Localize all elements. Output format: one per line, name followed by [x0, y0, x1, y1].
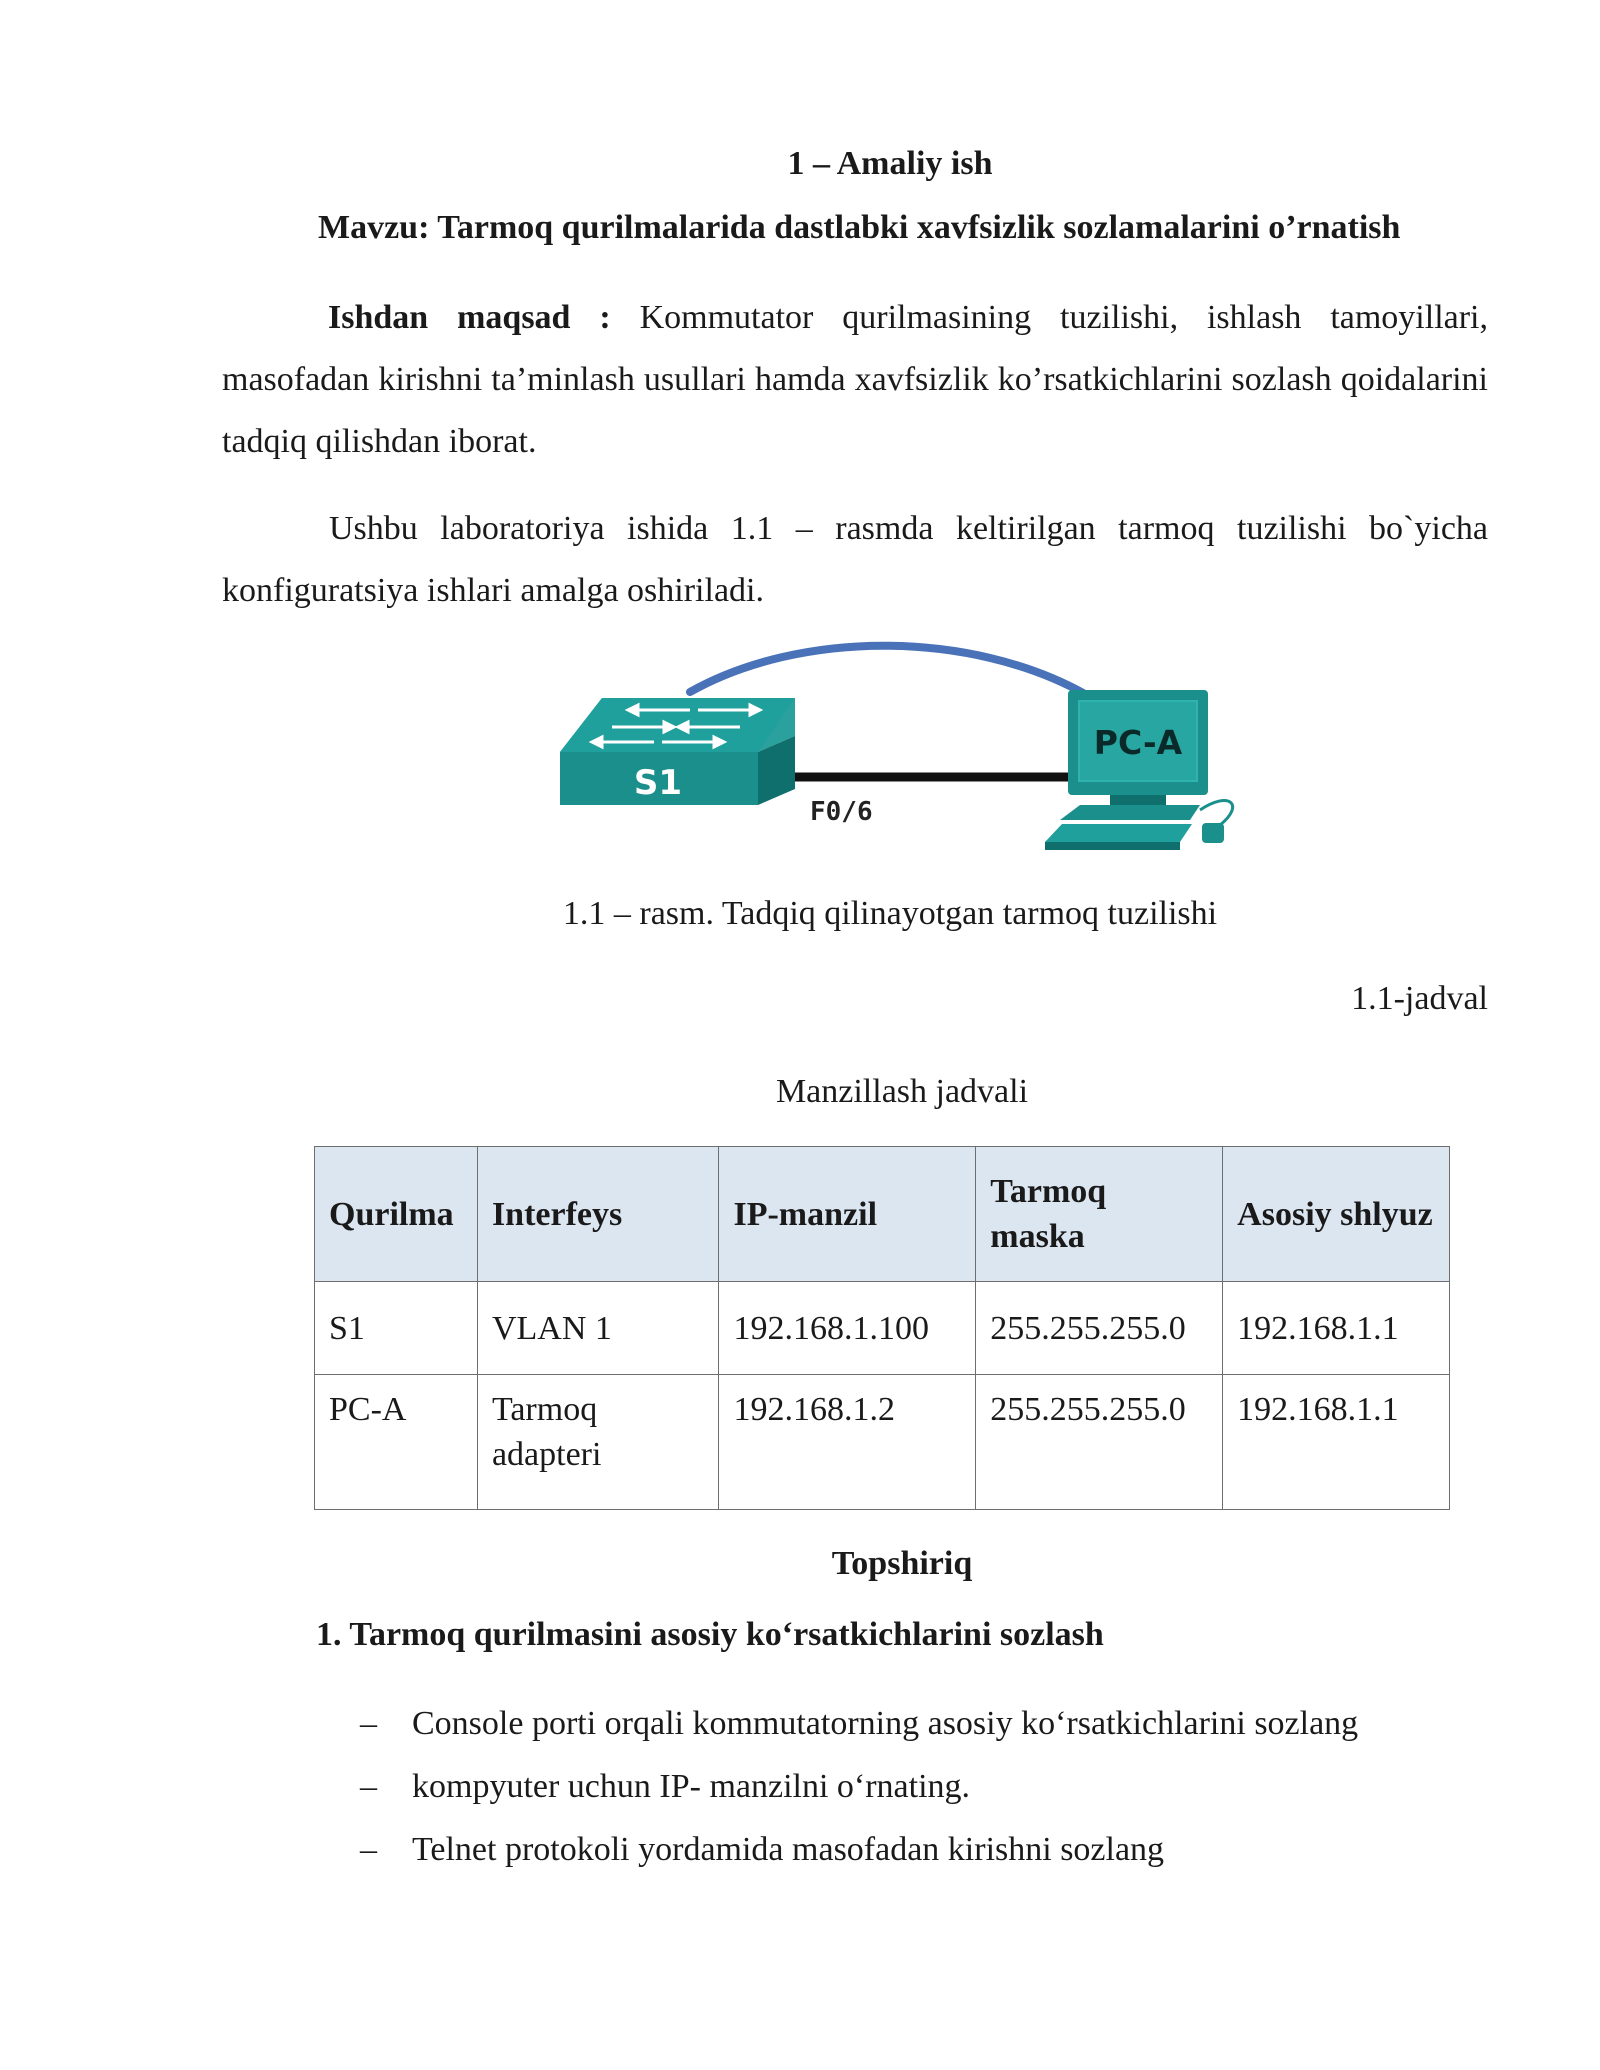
- list-item: [360, 1818, 1358, 1881]
- table-header-row: [315, 1147, 1450, 1282]
- list-item: [360, 1755, 1358, 1818]
- header-subnet-mask: Tarmoq maska: [976, 1147, 1223, 1282]
- network-topology-diagram: [540, 630, 1260, 860]
- cell-ip-address: 192.168.1.100: [719, 1282, 976, 1375]
- bullet-dash: –: [360, 1831, 377, 1868]
- cell-subnet-mask: 255.255.255.0: [976, 1375, 1223, 1510]
- figure-caption: 1.1 – rasm. Tadqiq qilinayotgan tarmoq tuzilishi: [562, 895, 1218, 932]
- task-list: [360, 1692, 1358, 1881]
- cell-subnet-mask: 255.255.255.0: [976, 1282, 1223, 1375]
- console-cable: [690, 646, 1085, 694]
- cell-interface: Tarmoq adapteri: [477, 1375, 719, 1510]
- table-title: Manzillash jadvali: [775, 1073, 1029, 1110]
- list-item: [360, 1692, 1358, 1755]
- task-item-text: Telnet protokoli yordamida masofadan kirishni sozlang: [412, 1831, 1165, 1868]
- purpose-text: Kommutator qurilmasining tuzilishi, ishlash tamoyillari, masofadan kirishni ta’minlash usullari hamda xavfsizlik ko’rsatkichlarini sozlash qoidalarini tadqiq qilishdan iborat.: [222, 299, 1489, 460]
- pc-label: PC-A: [1093, 723, 1183, 762]
- task-item-text: kompyuter uchun IP- manzilni o‘rnating.: [412, 1768, 971, 1805]
- port-label: F0/6: [810, 797, 873, 827]
- intro-text: Ushbu laboratoriya ishida 1.1 – rasmda keltirilgan tarmoq tuzilishi bo`yicha konfiguratsiya ishlari amalga oshiriladi.: [222, 510, 1488, 609]
- addressing-table: [314, 1146, 1450, 1510]
- document-title: 1 – Amaliy ish: [787, 145, 993, 182]
- table-row: [315, 1375, 1450, 1510]
- header-device: Qurilma: [315, 1147, 478, 1282]
- header-default-gateway: Asosiy shlyuz: [1223, 1147, 1450, 1282]
- bullet-dash: –: [360, 1705, 377, 1742]
- task-subheading: 1. Tarmoq qurilmasini asosiy ko‘rsatkichlarini sozlash: [316, 1616, 1104, 1653]
- task-heading: Topshiriq: [831, 1545, 973, 1582]
- switch-icon: [560, 698, 795, 805]
- pc-icon: [1045, 690, 1233, 850]
- cell-ip-address: 192.168.1.2: [719, 1375, 976, 1510]
- switch-label: S1: [633, 763, 683, 803]
- cell-default-gateway: 192.168.1.1: [1223, 1375, 1450, 1510]
- purpose-label: Ishdan maqsad :: [328, 299, 611, 336]
- header-interface: Interfeys: [477, 1147, 719, 1282]
- header-ip-address: IP-manzil: [719, 1147, 976, 1282]
- intro-paragraph: [222, 498, 1488, 622]
- table-row: [315, 1282, 1450, 1375]
- task-item-text: Console porti orqali kommutatorning asosiy ko‘rsatkichlarini sozlang: [412, 1705, 1359, 1742]
- document-topic: Mavzu: Tarmoq qurilmalarida dastlabki xavfsizlik sozlamalarini o’rnatish: [318, 209, 1401, 246]
- bullet-dash: –: [360, 1768, 377, 1805]
- cell-default-gateway: 192.168.1.1: [1223, 1282, 1450, 1375]
- cell-device: S1: [315, 1282, 478, 1375]
- table-label: 1.1-jadval: [1351, 980, 1488, 1017]
- purpose-paragraph: [222, 287, 1488, 473]
- cell-interface: VLAN 1: [477, 1282, 719, 1375]
- cell-device: PC-A: [315, 1375, 478, 1510]
